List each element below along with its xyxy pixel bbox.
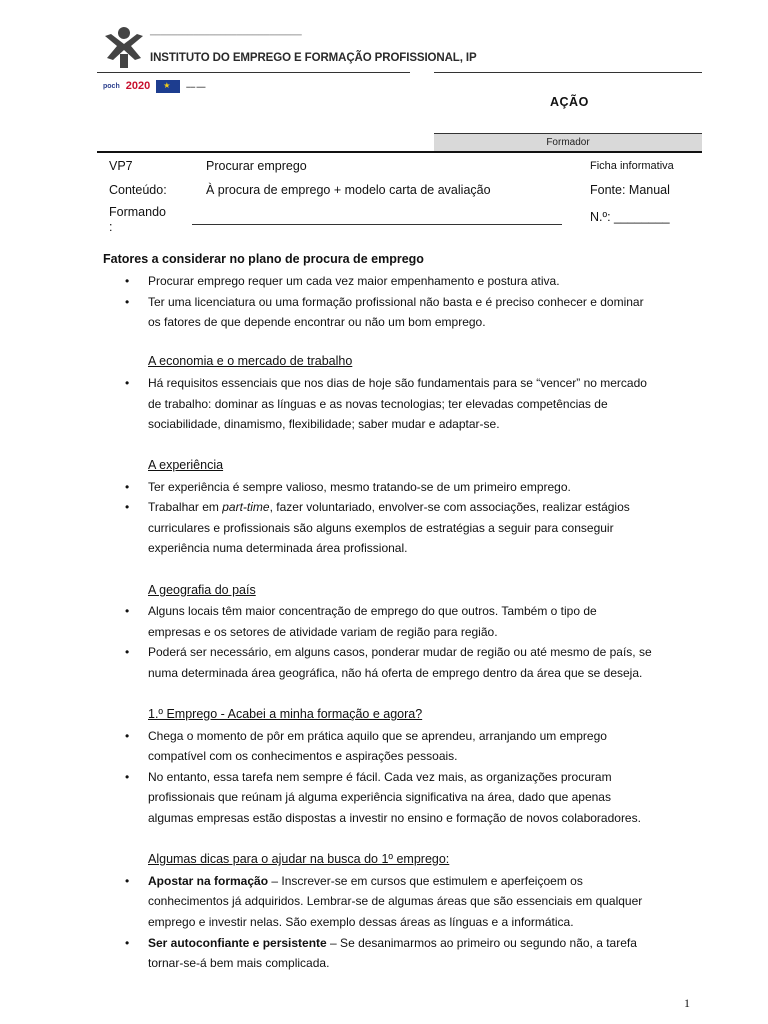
info-table-rule <box>97 151 702 153</box>
bullet-icon: • <box>125 604 130 618</box>
vp-code: VP7 <box>109 159 133 173</box>
bullet-icon: • <box>125 274 130 288</box>
section-geografia-title: A geografia do país <box>148 583 256 597</box>
formando-colon: : <box>109 220 113 234</box>
text-line: compatível com os conhecimentos e aspirações pessoais. <box>148 749 458 763</box>
portugal-2020-logo: 2020 <box>125 80 151 92</box>
eu-flag-icon: ★ <box>156 80 180 93</box>
section-economia-title: A economia e o mercado de trabalho <box>148 354 353 368</box>
bold-term: Ser autoconfiante e persistente <box>148 936 327 950</box>
section-primeiro-emprego-title: 1.º Emprego - Acabei a minha formação e agora? <box>148 707 423 721</box>
bullet-icon: • <box>125 376 130 390</box>
text-line: Procurar emprego requer um cada vez maior empenhamento e postura ativa. <box>148 274 560 288</box>
text-line: tornar-se-á bem mais complicada. <box>148 956 330 970</box>
text-line: Alguns locais têm maior concentração de emprego do que outros. Também o tipo de <box>148 604 597 618</box>
bullet-icon: • <box>125 295 130 309</box>
partner-logos <box>103 78 206 94</box>
bullet-icon: • <box>125 645 130 659</box>
bullet-icon: • <box>125 770 130 784</box>
conteudo-label: Conteúdo: <box>109 183 167 197</box>
poch-logo: poch <box>103 82 120 90</box>
header-rule-left <box>97 72 410 73</box>
text-line: profissionais que reúnam já alguma experiência significativa na área, dado que apenas <box>148 790 611 804</box>
numero-label: N.º: ________ <box>590 210 670 224</box>
text-line: Ter experiência é sempre valioso, mesmo tratando-se de um primeiro emprego. <box>148 480 571 494</box>
text-line: empresas e os setores de atividade variam de região para região. <box>148 625 498 639</box>
text-segment: – Se desanimarmos ao primeiro ou segundo não, a tarefa <box>326 936 637 950</box>
bullet-icon: • <box>125 874 130 888</box>
text-line: os fatores de que depende encontrar ou não um bom emprego. <box>148 315 486 329</box>
institute-name: INSTITUTO DO EMPREGO E FORMAÇÃO PROFISSIONAL, IP <box>150 52 477 64</box>
text-segment: , fazer voluntariado, envolver-se com associações, realizar estágios <box>269 500 630 514</box>
text-line-mixed <box>148 500 630 514</box>
text-line: numa determinada área geográfica, não há oferta de emprego dentro da área que se deseja. <box>148 666 643 680</box>
bullet-icon: • <box>125 500 130 514</box>
text-line: conhecimentos já adquiridos. Lembrar-se de algumas áreas que são essenciais em qualquer <box>148 894 643 908</box>
bullet-icon: • <box>125 729 130 743</box>
institute-faint-text: ━━━━━━━━━━━━━━━━━━━━━━━━━━━━ <box>150 30 302 40</box>
fonte-label: Fonte: Manual <box>590 183 670 197</box>
header-rule-right <box>434 72 702 73</box>
formando-label: Formando <box>109 205 166 219</box>
formador-label: Formador <box>546 137 590 148</box>
vp-title: Procurar emprego <box>206 159 307 173</box>
eu-fund-text: ▬▬ ▬▬ <box>186 83 206 89</box>
text-line: experiência numa determinada área profissional. <box>148 541 408 555</box>
text-line: Ter uma licenciatura ou uma formação profissional não basta e é preciso conhecer e dominar <box>148 295 644 309</box>
text-line: Chega o momento de pôr em prática aquilo que se aprendeu, arranjando um emprego <box>148 729 607 743</box>
bullet-icon: • <box>125 936 130 950</box>
section-experiencia-title: A experiência <box>148 458 224 472</box>
text-segment: – Inscrever-se em cursos que estimulem e aperfeiçoem os <box>268 874 583 888</box>
acao-label: AÇÃO <box>550 95 589 109</box>
text-line: No entanto, essa tarefa nem sempre é fácil. Cada vez mais, as organizações procuram <box>148 770 612 784</box>
text-line: algumas empresas estão dispostas a investir no ensino e formação de novos colaboradores. <box>148 811 641 825</box>
text-line: de trabalho: dominar as línguas e as novas tecnologias; ter elevadas competências de <box>148 397 608 411</box>
text-line-mixed <box>148 936 637 950</box>
formando-name-line <box>192 224 562 225</box>
conteudo-value: À procura de emprego + modelo carta de avaliação <box>206 183 491 197</box>
section-dicas-title: Algumas dicas para o ajudar na busca do 1º emprego: <box>148 852 450 866</box>
iefp-logo-icon <box>103 26 145 70</box>
text-segment: Trabalhar em <box>148 500 223 514</box>
text-line: emprego e investir nelas. São exemplo dessas áreas as línguas e a informática. <box>148 915 574 929</box>
formador-box <box>434 133 702 152</box>
text-line: sociabilidade, dinamismo, flexibilidade; saber mudar e adaptar-se. <box>148 417 500 431</box>
bold-term: Apostar na formação <box>148 874 269 888</box>
italic-term: part-time <box>222 500 270 514</box>
page-number: 1 <box>684 996 690 1010</box>
ficha-label: Ficha informativa <box>590 160 674 172</box>
bullet-icon: • <box>125 480 130 494</box>
text-line: curriculares e profissionais são alguns exemplos de estratégias a seguir para conseguir <box>148 521 614 535</box>
text-line: Poderá ser necessário, em alguns casos, ponderar mudar de região ou até mesmo de país, se <box>148 645 652 659</box>
doc-title: Fatores a considerar no plano de procura de emprego <box>103 252 424 266</box>
text-line: Há requisitos essenciais que nos dias de hoje são fundamentais para se “vencer” no mercado <box>148 376 647 390</box>
text-line-mixed <box>148 874 583 888</box>
